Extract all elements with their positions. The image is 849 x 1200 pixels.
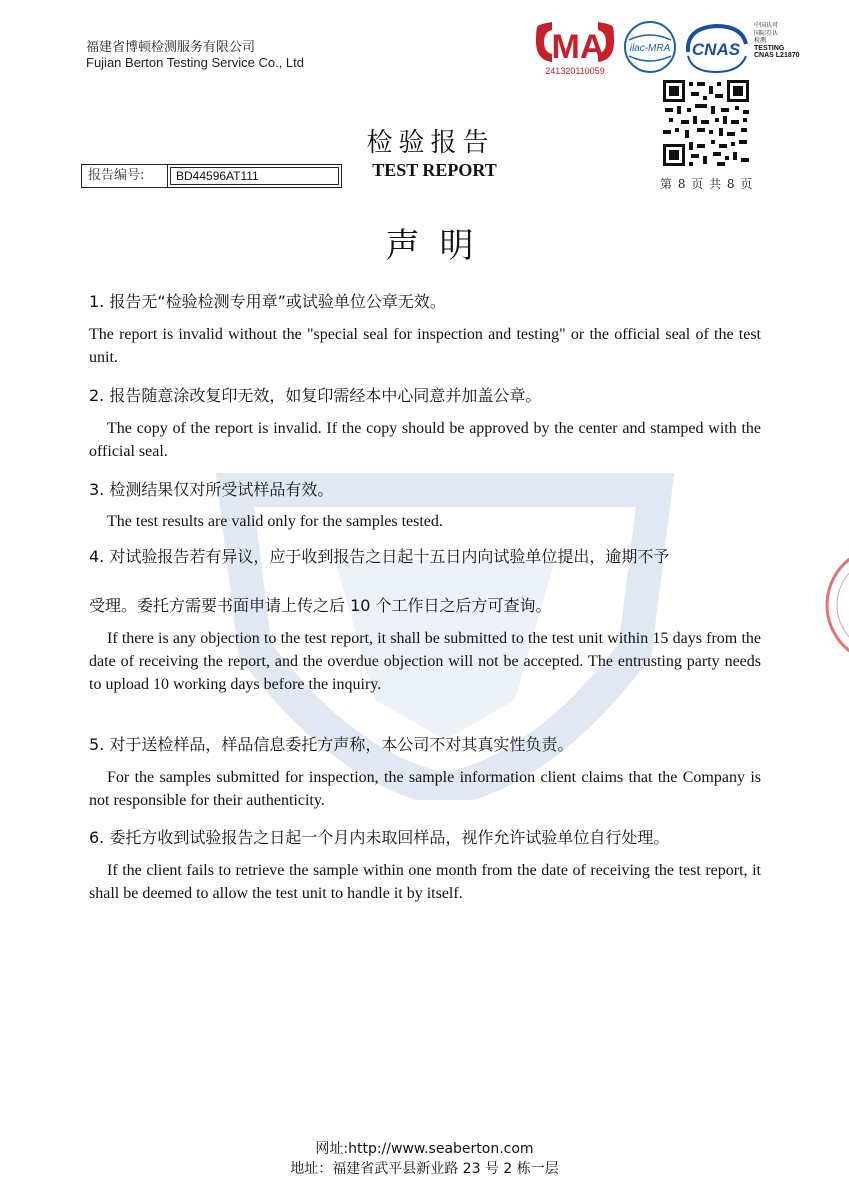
report-number-value: BD44596AT111 xyxy=(170,167,339,185)
statement-item-cn-continued: 受理。委托方需要书面申请上传之后 10 个工作日之后方可查询。 xyxy=(89,596,552,615)
cnas-line: TESTING xyxy=(754,44,785,52)
cnas-line: CNAS L21870 xyxy=(754,52,800,59)
statement-item-en: For the samples submitted for inspection, the sample information client claims that the Company is not responsible for their authenticity. xyxy=(89,769,761,809)
statement-item-cn: 5. 对于送检样品，样品信息委托方声称，本公司不对其真实性负责。 xyxy=(89,735,574,754)
statement-item-cn: 1. 报告无“检验检测专用章”或试验单位公章无效。 xyxy=(89,292,446,311)
cnas-logo-icon xyxy=(682,22,750,76)
cma-code: 241320110059 xyxy=(545,66,605,76)
company-name-cn: 福建省博顿检测服务有限公司 xyxy=(86,40,256,55)
ilac-mra-logo-icon xyxy=(623,20,677,74)
report-number-label: 报告编号: xyxy=(82,165,168,187)
statement-item-en: The report is invalid without the "special seal for inspection and testing" or the official seal of the test unit. xyxy=(89,326,761,366)
statement-item-cn: 2. 报告随意涂改复印无效，如复印需经本中心同意并加盖公章。 xyxy=(89,386,542,405)
statement-item-cn: 4. 对试验报告若有异议，应于收到报告之日起十五日内向试验单位提出，逾期不予 xyxy=(89,547,670,566)
official-seal-icon xyxy=(820,540,849,670)
cnas-logo-text: CNAS xyxy=(691,40,741,59)
ilac-mra-text: ilac-MRA xyxy=(629,43,671,54)
report-number-box xyxy=(81,164,342,188)
cnas-line: 国际互认 xyxy=(754,29,779,37)
company-name-en: Fujian Berton Testing Service Co., Ltd xyxy=(86,55,304,70)
statement-item-en: If the client fails to retrieve the sample within one month from the date of receiving the test report, it shall be deemed to allow the test unit to handle it by itself. xyxy=(89,862,761,902)
report-title-cn: 检验报告 xyxy=(366,128,495,158)
cnas-accreditation-text xyxy=(754,22,800,60)
statement-item-cn: 3. 检测结果仅对所受试样品有效。 xyxy=(89,480,334,499)
cma-logo-text: MA xyxy=(551,28,605,66)
footer-address: 地址：福建省武平县新业路 23 号 2 栋一层 xyxy=(290,1161,559,1177)
cnas-line: 检测 xyxy=(754,37,767,44)
statement-item-cn: 6. 委托方收到试验报告之日起一个月内未取回样品，视作允许试验单位自行处理。 xyxy=(89,828,670,847)
statement-item-en: The test results are valid only for the samples tested. xyxy=(107,513,443,530)
report-title-en: TEST REPORT xyxy=(372,160,497,180)
statement-item-en: If there is any objection to the test report, it shall be submitted to the test unit within 15 days from the date of receiving the report, and the overdue objection will not be accepted. The entrusting party needs to upload 10 working days before the inquiry. xyxy=(89,630,761,693)
statement-item-en: The copy of the report is invalid. If the copy should be approved by the center and stamped with the official seal. xyxy=(89,420,761,460)
statement-heading: 声明 xyxy=(385,226,494,266)
cnas-line: 中国认可 xyxy=(754,22,779,29)
page-info: 第 8 页 共 8 页 xyxy=(660,177,754,191)
footer-website[interactable]: 网址:http://www.seaberton.com xyxy=(315,1141,534,1157)
